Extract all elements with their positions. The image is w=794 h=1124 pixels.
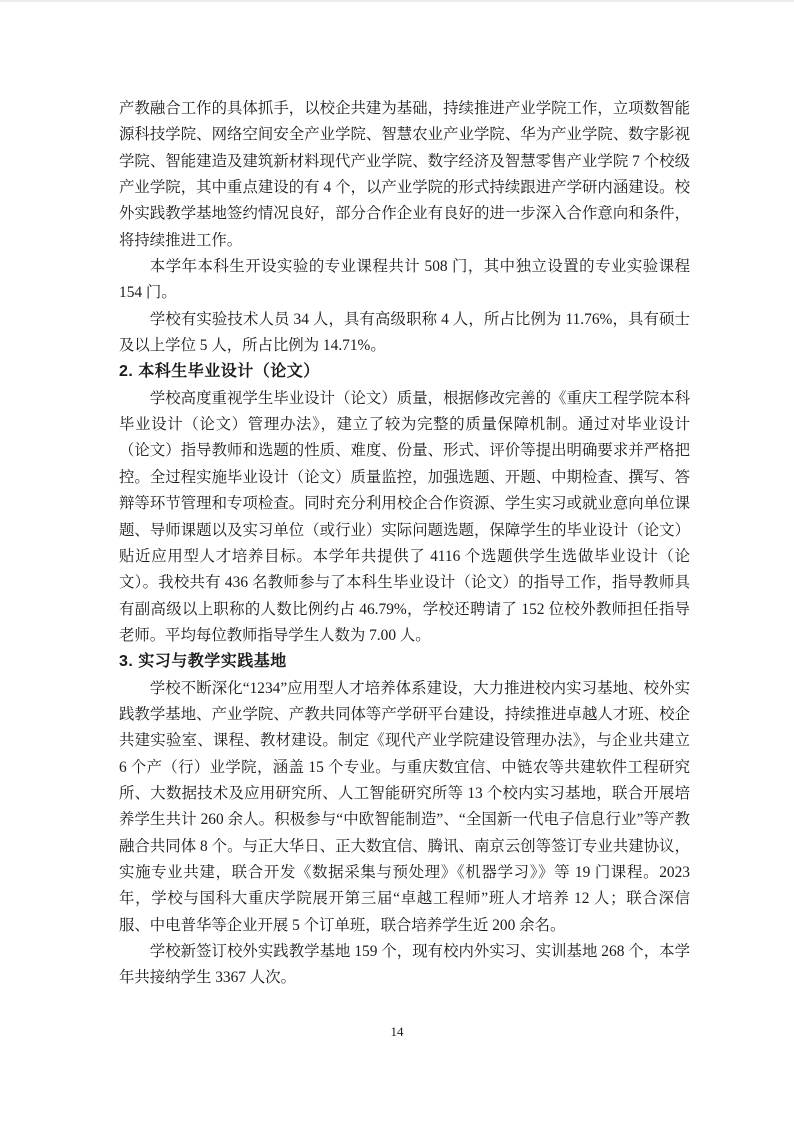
body-paragraph: 学校不断深化“1234”应用型人才培养体系建设，大力推进校内实习基地、校外实践教学基地、产业学院、产教共同体等产学研平台建设，持续推进卓越人才班、校企共建实验室、课程、教材建设。制定《现代产业学院建设管理办法》，与企业共建立 6 个产（行）业学院，涵盖 15 个专业。与重庆数宜信、中链农等共建软件工程研究所、大数据技术及应用研究所、人工智能研究所等 13 个校内实习基地，联合开展培养学生共计 260 余人。积极参与“中欧智能制造”、“全国新一代电子信息行业”等产教融合共同体 8 个。与正大华日、正大数宜信、腾讯、南京云创等签订专业共建协议，实施专业共建，联合开发《数据采集与预处理》《机器学习》》等 19 门课程。2023 年，学校与国科大重庆学院展开第三届“卓越工程师”班人才培养 12 人；联合深信服、中电普华等企业开展 5 个订单班，联合培养学生近 200 余名。 [119, 679, 690, 934]
body-paragraph: 本学年本科生开设实验的专业课程共计 508 门，其中独立设置的专业实验课程 154 门。 [119, 258, 690, 302]
section-heading-practice-bases: 3. 实习与教学实践基地 [119, 653, 287, 671]
body-paragraph: 学校新签订校外实践教学基地 159 个，现有校内外实习、实训基地 268 个，本学年共接纳学生 3367 人次。 [119, 943, 690, 987]
page-body [119, 96, 690, 992]
section-heading-graduation-design: 2. 本科生毕业设计（论文） [119, 363, 320, 381]
body-paragraph-continuation: 产教融合工作的具体抓手，以校企共建为基础，持续推进产业学院工作，立项数智能源科技学院、网络空间安全产业学院、智慧农业产业学院、华为产业学院、数字影视学院、智能建造及建筑新材料现代产业学院、数字经济及智慧零售产业学院 7 个校级产业学院，其中重点建设的有 4 个，以产业学院的形式持续跟进产学研内涵建设。校外实践教学基地签约情况良好，部分合作企业有良好的进一步深入合作意向和条件，将持续推进工作。 [119, 100, 690, 249]
body-paragraph: 学校有实验技术人员 34 人，具有高级职称 4 人，所占比例为 11.76%，具有硕士及以上学位 5 人，所占比例为 14.71%。 [119, 310, 690, 355]
page-number: 14 [390, 1024, 404, 1039]
body-paragraph: 学校高度重视学生毕业设计（论文）质量，根据修改完善的《重庆工程学院本科毕业设计（论文）管理办法》，建立了较为完整的质量保障机制。通过对毕业设计（论文）指导教师和选题的性质、难度、份量、形式、评价等提出明确要求并严格把控。全过程实施毕业设计（论文）质量监控，加强选题、开题、中期检查、撰写、答辩等环节管理和专项检查。同时充分利用校企合作资源、学生实习或就业意向单位课题、导师课题以及实习单位（或行业）实际问题选题，保障学生的毕业设计（论文）贴近应用型人才培养目标。本学年共提供了 4116 个选题供学生选做毕业设计（论文）。我校共有 436 名教师参与了本科生毕业设计（论文）的指导工作，指导教师具有副高级以上职称的人数比例约占 46.79%，学校还聘请了 152 位校外教师担任指导老师。平均每位教师指导学生人数为 7.00 人。 [119, 389, 690, 644]
